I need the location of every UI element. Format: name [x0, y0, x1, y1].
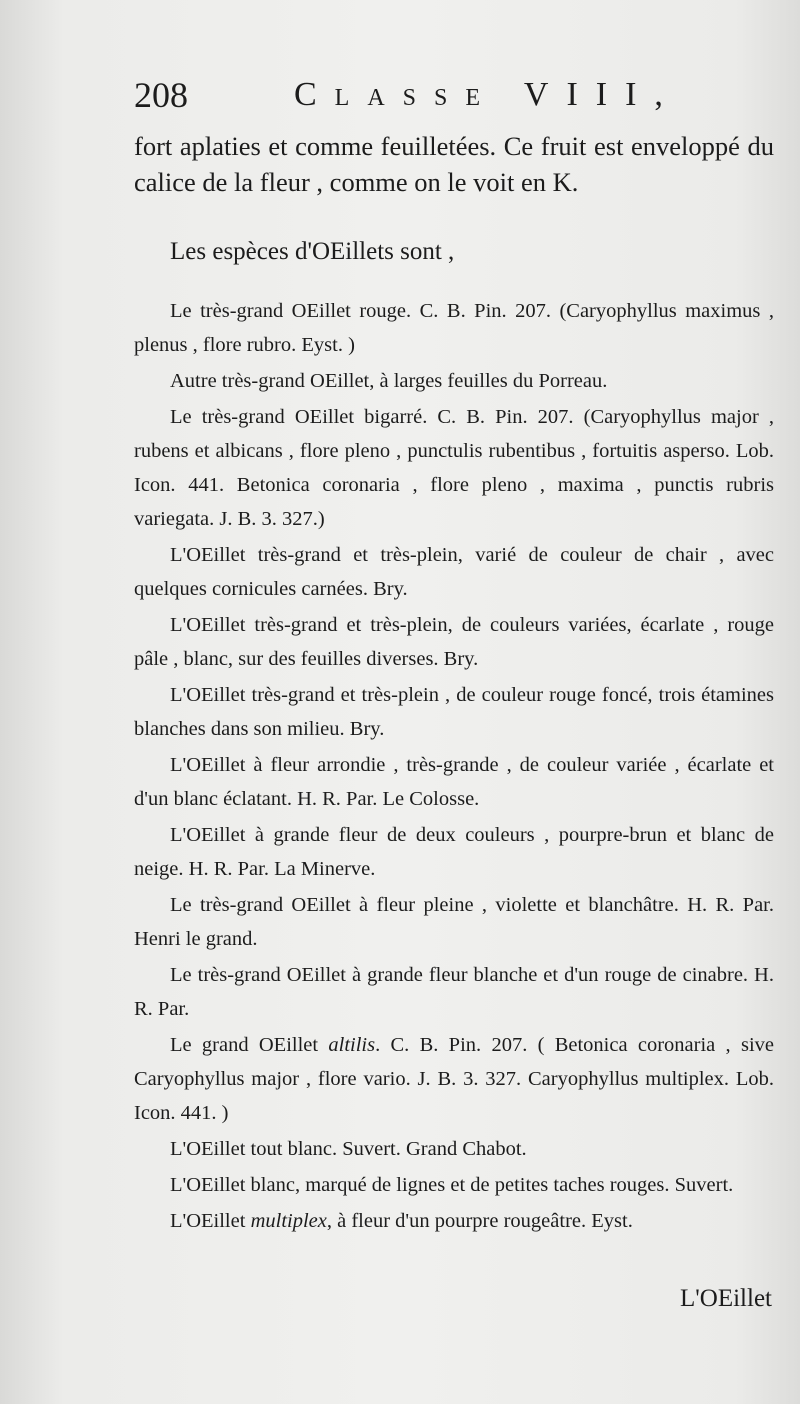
species-entry: Le très-grand OEillet à grande fleur blanche et d'un rouge de cinabre. H. R. Par.	[134, 964, 774, 1020]
species-entry: L'OEillet à grande fleur de deux couleurs , pourpre-brun et blanc de neige. H. R. Par. La Minerve.	[134, 824, 774, 880]
species-entry	[134, 1028, 774, 1130]
species-entry: Le très-grand OEillet bigarré. C. B. Pin. 207. (Caryophyllus major , rubens et albicans , flore pleno , punctulis rubentibus , fortuitis asperso. Lob. Icon. 441. Betonica coronaria , flore pleno , maxima , punctis rubris variegata. J. B. 3. 327.)	[134, 406, 774, 530]
section-heading: Les espèces d'OEillets sont ,	[170, 238, 455, 265]
latin-name: altilis	[328, 1034, 376, 1056]
entry-text: L'OEillet	[170, 1210, 251, 1232]
species-entry: L'OEillet très-grand et très-plein , de couleur rouge foncé, trois étamines blanches dans son milieu. Bry.	[134, 684, 774, 740]
species-entry	[134, 1204, 774, 1238]
running-title: Classe VIII,	[294, 76, 681, 113]
species-entry: Le très-grand OEillet à fleur pleine , violette et blanchâtre. H. R. Par. Henri le grand.	[134, 894, 774, 950]
species-entry: Le très-grand OEillet rouge. C. B. Pin. 207. (Caryophyllus maximus , plenus , flore rubro. Eyst. )	[134, 300, 774, 356]
species-entry: L'OEillet tout blanc. Suvert. Grand Chabot.	[170, 1138, 527, 1160]
species-entry: L'OEillet à fleur arrondie , très-grande , de couleur variée , écarlate et d'un blanc éclatant. H. R. Par. Le Colosse.	[134, 754, 774, 810]
page-number: 208	[134, 75, 188, 115]
intro-paragraph: fort aplaties et comme feuilletées. Ce fruit est enveloppé du calice de la fleur , comme on le voit en K.	[134, 131, 774, 197]
species-entry: L'OEillet très-grand et très-plein, de couleurs variées, écarlate , rouge pâle , blanc, sur des feuilles diverses. Bry.	[134, 614, 774, 670]
entry-text: , à fleur d'un pourpre rougeâtre. Eyst.	[326, 1210, 633, 1232]
entry-text: Le grand OEillet	[170, 1034, 329, 1056]
page-body	[134, 128, 774, 1240]
species-entry: L'OEillet très-grand et très-plein, varié de couleur de chair , avec quelques cornicules carnées. Bry.	[134, 544, 774, 600]
species-entry: L'OEillet blanc, marqué de lignes et de petites taches rouges. Suvert.	[170, 1174, 734, 1196]
catchword: L'OEillet	[680, 1285, 772, 1312]
entry-text: . C. B. Pin. 207. ( Betonica coronaria , sive Caryophyllus major , flore vario. J. B. 3. 327. Caryophyllus multiplex. Lob. Icon. 441. )	[134, 1034, 774, 1124]
page-header	[134, 72, 774, 118]
latin-name: multiplex	[250, 1210, 327, 1232]
species-entry: Autre très-grand OEillet, à larges feuilles du Porreau.	[170, 370, 608, 392]
